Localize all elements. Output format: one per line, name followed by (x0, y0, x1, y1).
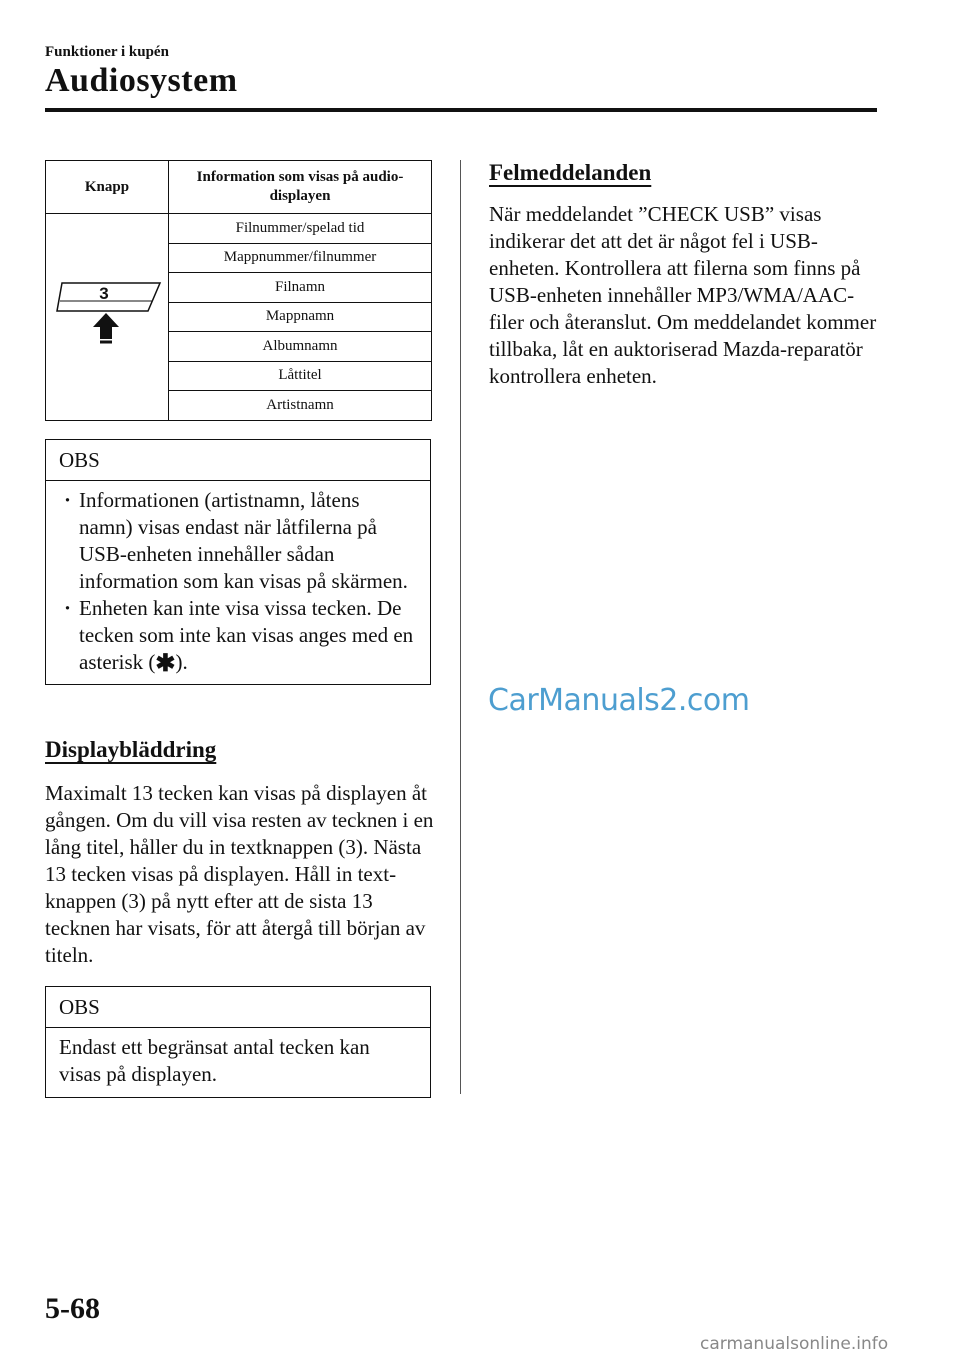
table-cell: Filnamn (169, 273, 432, 303)
note-box (45, 986, 431, 1098)
note-body: Endast ett begränsat antal tecken kan visas på displayen. (59, 1035, 370, 1086)
table-cell: Albumnamn (169, 332, 432, 362)
column-divider (460, 160, 461, 1094)
section-label: Funktioner i kupén (45, 44, 169, 60)
button-number-label: 3 (99, 284, 109, 304)
table-cell: Artistnamn (169, 391, 432, 421)
table-cell: Mappnamn (169, 302, 432, 332)
table-cell: Mappnummer/filnummer (169, 243, 432, 273)
note-box (45, 439, 431, 685)
table-header-info: Information som visas på audio-displayen (169, 161, 432, 214)
note-body (46, 481, 430, 684)
title-rule (45, 108, 877, 112)
note-heading: OBS (46, 440, 430, 481)
button-illustration-cell (46, 214, 169, 421)
note-bullet: · Informationen (artistnamn, låtens namn) visas endast när låtfilerna på USB-enheten innehåller sådan information som kan visas på skärmen. (59, 487, 417, 595)
text-button-3-icon (48, 269, 166, 359)
note-heading: OBS (46, 987, 430, 1028)
section-heading-errors: Felmeddelanden (489, 160, 652, 185)
note-bullet: · Enheten kan inte visa vissa tecken. De tecken som inte kan visas anges med en asterisk (✱). (59, 595, 417, 676)
watermark: CarManuals2.com (488, 683, 750, 718)
table-header-button: Knapp (46, 161, 169, 214)
section-heading-display-scroll: Displaybläddring (45, 737, 217, 762)
table-cell: Filnummer/spelad tid (169, 214, 432, 244)
page-title: Audiosystem (45, 62, 238, 99)
table-cell: Låttitel (169, 361, 432, 391)
footer-url: carmanualsonline.info (700, 1334, 889, 1354)
paragraph-display-scroll: Maximalt 13 tecken kan visas på displayen åt gången. Om du vill visa resten av tecknen i en lång titel, håller du in textknappen (3). Nästa 13 tecken visas på displayen. Håll in text-knappen (3) på nytt efter att de sista 13 tecknen har visats, för att återgå till början av titeln. (45, 781, 434, 967)
paragraph-errors: När meddelandet ”CHECK USB” visas indikerar det att det är något fel i USB-enheten. Kontrollera att filerna som finns på USB-enheten innehåller MP3/WMA/AAC-filer och återanslut. Om meddelandet kommer tillbaka, låt en auktoriserad Mazda-reparatör kontrollera enheten. (489, 202, 877, 388)
asterisk-icon: ✱ (155, 651, 176, 677)
button-info-table (45, 160, 432, 421)
page-number: 5-68 (45, 1292, 100, 1325)
